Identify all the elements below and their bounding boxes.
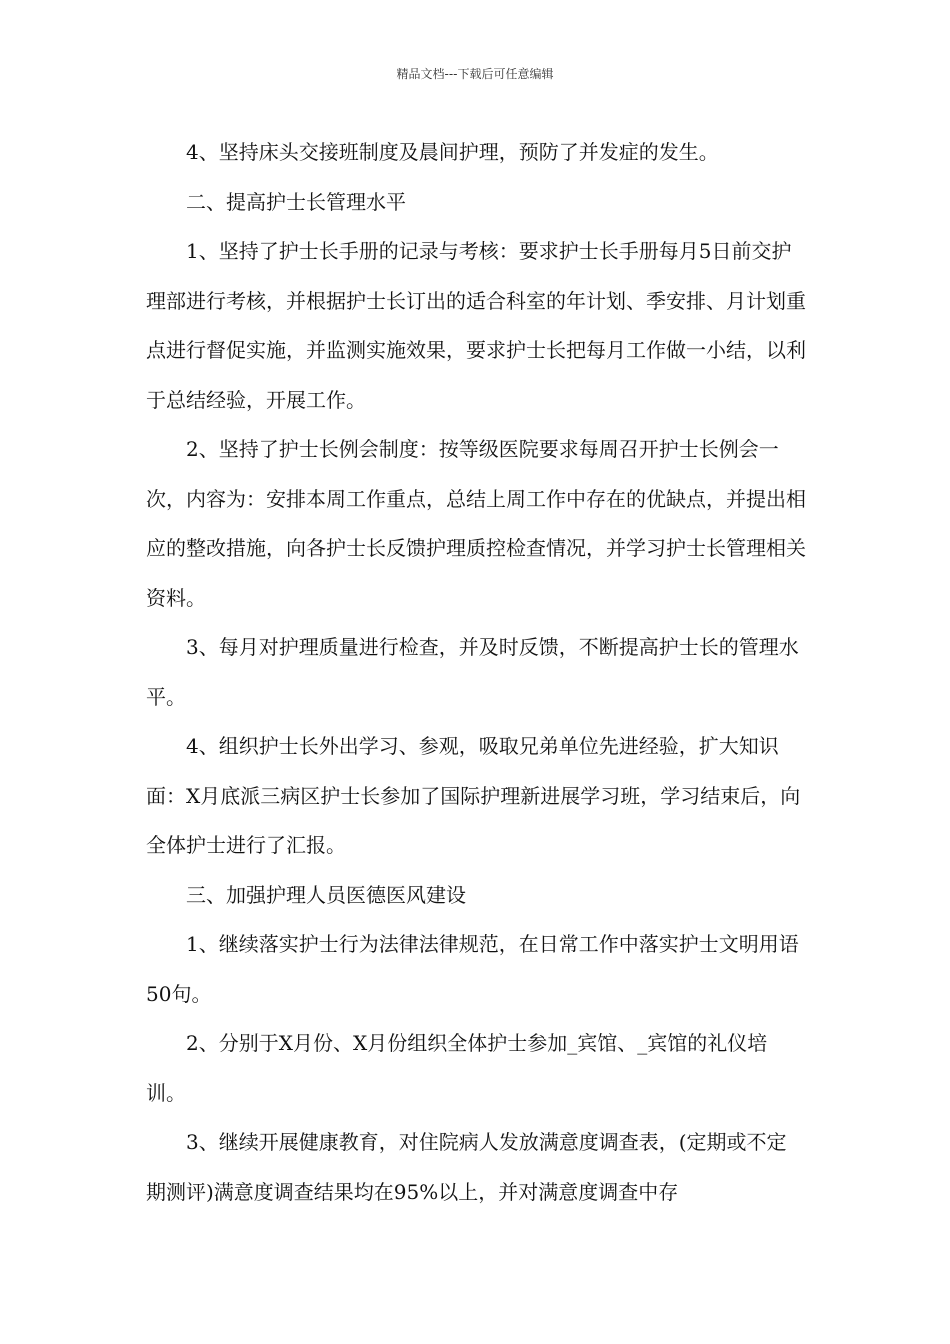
paragraph-2-3: 3、每月对护理质量进行检查，并及时反馈，不断提高护士长的管理水平。 bbox=[146, 635, 799, 709]
paragraph-3-3: 3、继续开展健康教育，对住院病人发放满意度调查表，(定期或不定期测评)满意度调查结果均在95%以上，并对满意度调查中存 bbox=[146, 1130, 787, 1204]
page-header: 精品文档---下载后可任意编辑 bbox=[396, 67, 554, 81]
paragraph-2-4: 4、组织护士长外出学习、参观，吸取兄弟单位先进经验，扩大知识面：X月底派三病区护士长参加了国际护理新进展学习班，学习结束后，向全体护士进行了汇报。 bbox=[146, 734, 801, 857]
paragraph-2-1: 1、坚持了护士长手册的记录与考核：要求护士长手册每月5日前交护理部进行考核，并根据护士长订出的适合科室的年计划、季安排、月计划重点进行督促实施，并监测实施效果，要求护士长把每月工作做一小结，以利于总结经验，开展工作。 bbox=[146, 239, 806, 412]
paragraph-3-2: 2、分别于X月份、X月份组织全体护士参加_宾馆、_宾馆的礼仪培训。 bbox=[146, 1031, 768, 1105]
section-heading-2: 二、提高护士长管理水平 bbox=[186, 189, 406, 214]
paragraph-3-1: 1、继续落实护士行为法律法律规范，在日常工作中落实护士文明用语50句。 bbox=[146, 932, 799, 1006]
section-heading-3: 三、加强护理人员医德医风建设 bbox=[186, 882, 466, 907]
paragraph-1: 4、坚持床头交接班制度及晨间护理，预防了并发症的发生。 bbox=[186, 140, 719, 164]
paragraph-2-2: 2、坚持了护士长例会制度：按等级医院要求每周召开护士长例会一次，内容为：安排本周工作重点，总结上周工作中存在的优缺点，并提出相应的整改措施，向各护士长反馈护理质控检查情况，并学习护士长管理相关资料。 bbox=[146, 437, 806, 610]
document-body bbox=[146, 128, 806, 1217]
